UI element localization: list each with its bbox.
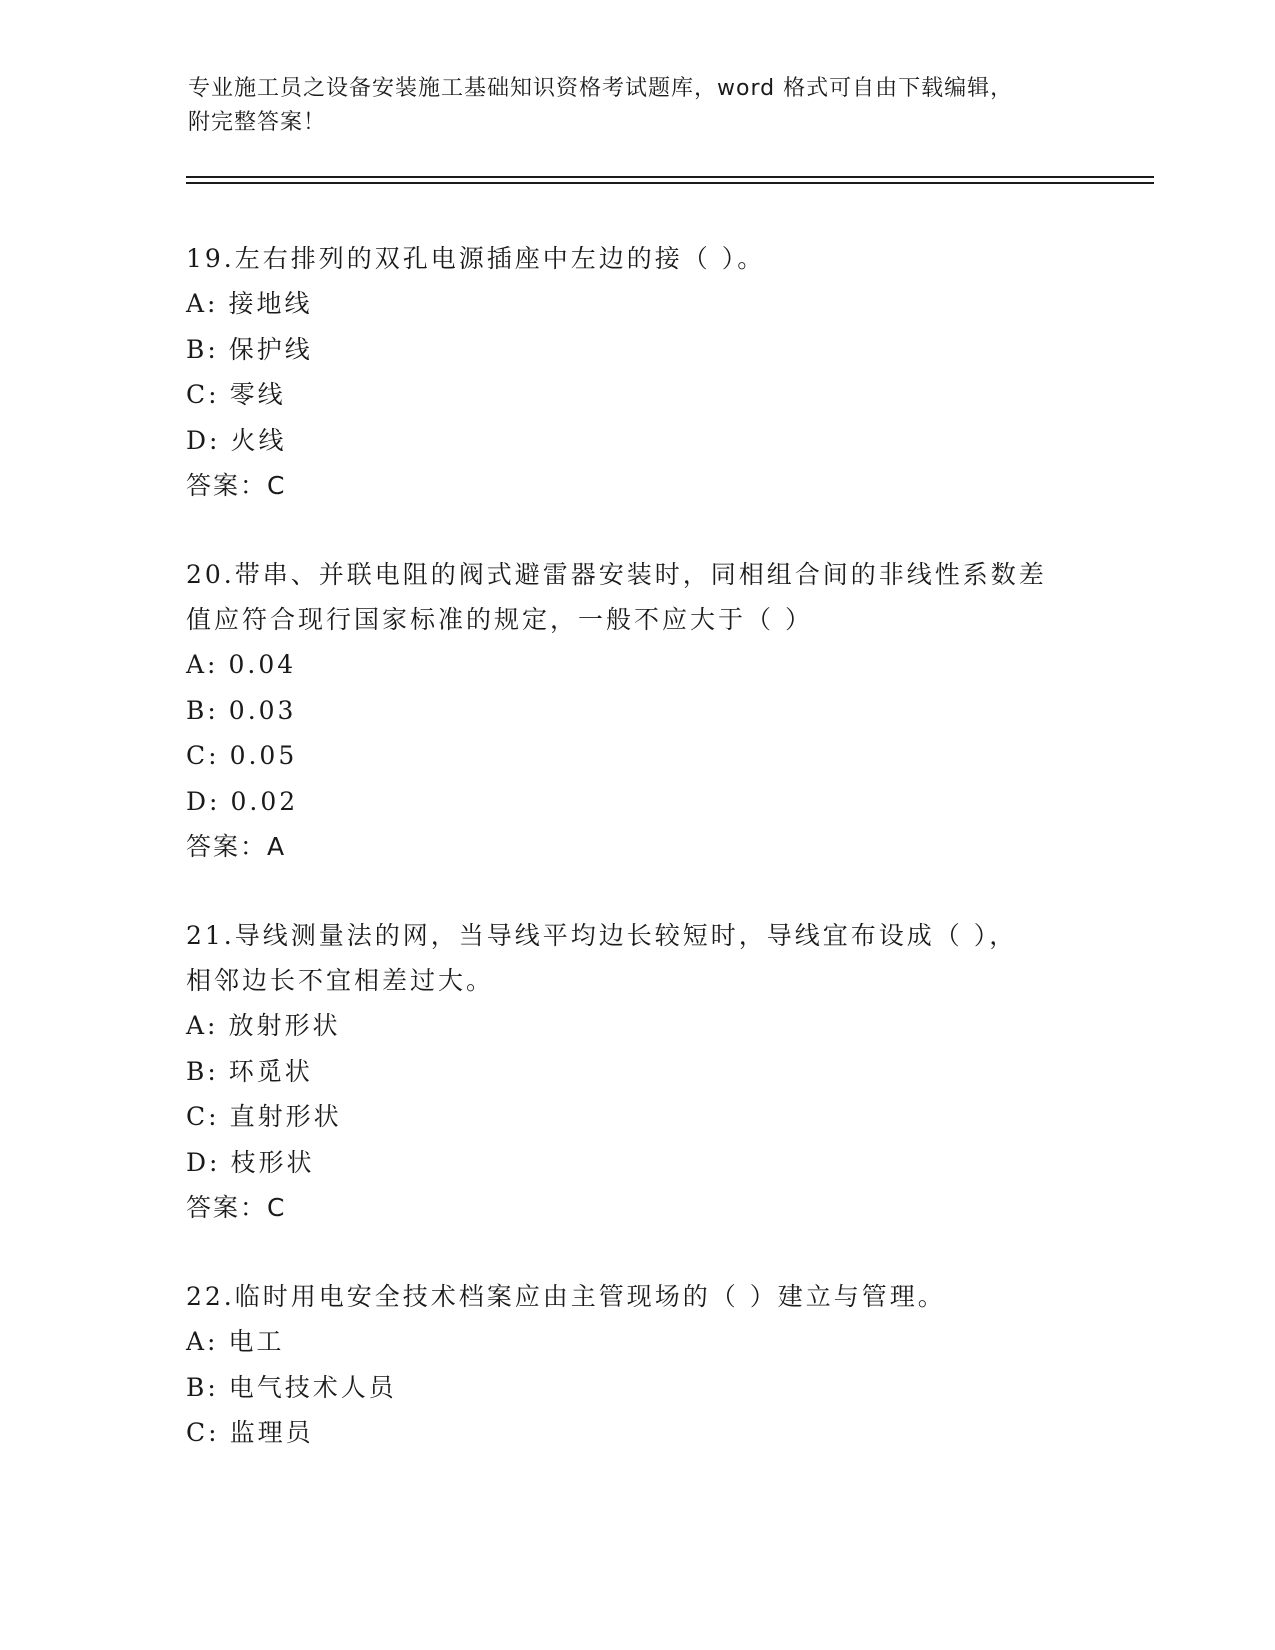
option-text: 火线 — [230, 425, 287, 455]
answer-option — [186, 418, 1086, 464]
answer-option — [186, 1319, 1086, 1365]
answer-option — [186, 1003, 1086, 1049]
answer-key: 答案：A — [186, 832, 287, 861]
answer-option — [186, 1140, 1086, 1186]
option-text: 电气技术人员 — [228, 1372, 397, 1402]
option-letter: D: — [186, 1147, 221, 1177]
option-text: 0.02 — [230, 786, 299, 816]
question-stem: 值应符合现行国家标准的规定，一般不应大于（ ） — [186, 605, 813, 634]
header-divider-bottom — [186, 182, 1154, 184]
option-text: 零线 — [229, 380, 286, 409]
option-letter: A: — [186, 650, 219, 679]
header-line-1: 专业施工员之设备安装施工基础知识资格考试题库，word 格式可自由下载编辑， — [188, 76, 1014, 101]
answer-option — [186, 1094, 1086, 1140]
option-text: 接地线 — [228, 289, 313, 318]
answer-option — [186, 281, 1086, 327]
question-stem: 20.带串、并联电阻的阀式避雷器安装时，同相组合间的非线性系数差 — [186, 560, 1047, 589]
option-text: 放射形状 — [228, 1011, 341, 1040]
question-item — [186, 552, 1086, 869]
option-letter: D: — [186, 425, 221, 455]
option-letter: B: — [186, 695, 219, 725]
option-letter: B: — [186, 334, 219, 364]
answer-option — [186, 327, 1086, 373]
header-line-2: 附完整答案！ — [188, 110, 327, 135]
option-text: 0.05 — [229, 741, 298, 770]
option-letter: A: — [186, 289, 219, 318]
option-letter: A: — [186, 1011, 219, 1040]
answer-option — [186, 372, 1086, 418]
option-text: 0.03 — [228, 695, 297, 725]
option-letter: C: — [186, 1102, 220, 1131]
option-text: 保护线 — [228, 334, 313, 364]
question-stem: 相邻边长不宜相差过大。 — [186, 966, 495, 995]
answer-option — [186, 1410, 1086, 1456]
option-letter: C: — [186, 741, 220, 770]
header-divider-top — [186, 176, 1154, 178]
option-letter: B: — [186, 1056, 219, 1086]
option-text: 电工 — [228, 1327, 285, 1356]
option-text: 直射形状 — [229, 1102, 342, 1131]
question-item — [186, 236, 1086, 508]
option-text: 枝形状 — [230, 1147, 315, 1177]
answer-option — [186, 1365, 1086, 1411]
option-letter: A: — [186, 1327, 219, 1356]
answer-option — [186, 1049, 1086, 1095]
answer-option — [186, 779, 1086, 825]
question-stem: 19.左右排列的双孔电源插座中左边的接（ ）。 — [186, 244, 766, 273]
option-letter: C: — [186, 1418, 220, 1447]
option-letter: B: — [186, 1372, 219, 1402]
option-letter: D: — [186, 786, 221, 816]
answer-option — [186, 642, 1086, 688]
question-item — [186, 1274, 1086, 1456]
option-text: 环觅状 — [228, 1056, 313, 1086]
question-stem: 22.临时用电安全技术档案应由主管现场的（ ）建立与管理。 — [186, 1282, 946, 1311]
question-list — [186, 236, 1086, 1500]
option-letter: C: — [186, 380, 220, 409]
answer-key: 答案：C — [186, 1193, 287, 1222]
question-stem: 21.导线测量法的网，当导线平均边长较短时，导线宜布设成（ ）， — [186, 921, 1018, 950]
answer-key: 答案：C — [186, 471, 287, 500]
option-text: 0.04 — [228, 650, 297, 679]
option-text: 监理员 — [229, 1418, 314, 1447]
answer-option — [186, 688, 1086, 734]
answer-option — [186, 733, 1086, 779]
question-item — [186, 913, 1086, 1230]
document-header — [188, 72, 1088, 140]
